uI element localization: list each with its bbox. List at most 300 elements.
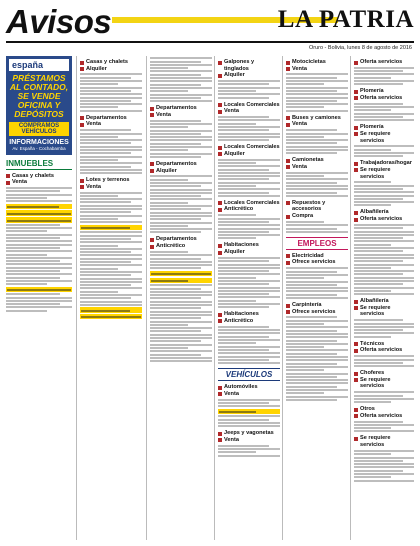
listing-text-line — [286, 392, 324, 394]
section-title: Otros — [360, 406, 375, 413]
listing-text-line — [6, 200, 72, 202]
listing-text-line — [80, 77, 131, 79]
listing-text-line — [150, 291, 212, 293]
listing-text-line — [218, 336, 269, 338]
listing-text-line — [218, 283, 269, 285]
listing-text-line — [286, 359, 348, 361]
listing-text-line — [218, 175, 280, 177]
listing-text-line — [286, 379, 348, 381]
listing-text-line — [354, 70, 403, 72]
listing-text-line — [286, 146, 348, 148]
listing-text-line — [150, 231, 201, 233]
listing-text-line — [218, 123, 256, 125]
listing-text-line — [7, 206, 59, 208]
listing-text-line — [80, 129, 131, 131]
listing-text-line — [81, 227, 130, 229]
column-5 — [282, 56, 348, 540]
listing-text-line — [6, 224, 60, 226]
listing-text-line — [80, 93, 142, 95]
section-subtitle: Compra — [286, 213, 348, 220]
listing-text-line — [6, 230, 47, 232]
listing-text-line — [80, 83, 118, 85]
listing-text-line — [218, 349, 269, 351]
listing-text-line — [150, 294, 212, 296]
section-header — [286, 59, 348, 66]
listing-text-line — [150, 267, 201, 269]
listing-text-line — [354, 145, 414, 147]
listing-text-line — [286, 369, 324, 371]
section-title: Plomería — [360, 124, 384, 131]
listing-text-line — [6, 234, 72, 236]
listing-text-line — [80, 251, 131, 253]
listing-text-line — [218, 280, 280, 282]
listing-text-line — [354, 273, 403, 275]
listing-text-line — [286, 399, 337, 401]
listing-text-line — [80, 106, 118, 108]
listing-text-line — [218, 133, 280, 135]
section-subtitle: Oferta servicios — [354, 347, 414, 354]
section-subtitle: Venta — [6, 179, 72, 186]
listing-text-line — [286, 396, 348, 398]
listing-text-line — [80, 221, 142, 223]
listing-text-line — [286, 333, 348, 335]
listing-text-line — [286, 267, 348, 269]
section-title: Departamentos — [156, 105, 197, 112]
listing-text-line — [354, 270, 414, 272]
section-header — [354, 160, 414, 167]
section-title: Departamentos — [156, 236, 197, 243]
listing-text-line — [218, 169, 269, 171]
section-title: Albañilería — [360, 209, 389, 216]
listing-text-line — [80, 142, 131, 144]
listing-text-line — [354, 257, 414, 259]
listing-text-line — [218, 352, 280, 354]
listing-text-line — [150, 222, 212, 224]
listing-text-line — [218, 87, 280, 89]
listing-text-line — [80, 241, 142, 243]
listing-text-line — [80, 304, 142, 306]
section-subtitle: Alquiler — [218, 151, 280, 158]
section-header — [218, 59, 280, 72]
section-subtitle: Se requiere servicios — [354, 305, 414, 318]
listing-text-line — [354, 181, 391, 183]
listing-text-line — [286, 192, 337, 194]
listing-text-line — [218, 165, 280, 167]
listing-text-line — [354, 201, 414, 203]
listing-text-line — [150, 297, 201, 299]
listing-text-line — [80, 87, 142, 89]
listing-text-line — [218, 451, 256, 453]
listing-text-line — [286, 77, 337, 79]
listing-text-line — [218, 231, 269, 233]
section-title: Departamentos — [156, 160, 197, 167]
section-title: Locales Comerciales — [224, 101, 280, 108]
listing-text-line — [286, 343, 348, 345]
listing-text-line — [354, 188, 403, 190]
ad-box: COMPRAMOS VEHÍCULOS — [9, 122, 69, 136]
listing-text-line — [80, 80, 142, 82]
category-banner: INMUEBLES — [6, 158, 72, 170]
highlighted-listing — [6, 204, 72, 209]
listing-text-line — [286, 185, 348, 187]
listing-text-line — [218, 237, 256, 239]
section-subtitle: Anticrético — [218, 206, 280, 213]
listing-text-line — [6, 263, 72, 265]
listing-text-line — [150, 334, 212, 336]
listing-text-line — [286, 366, 348, 368]
listing-text-line — [354, 395, 403, 397]
listing-text-line — [80, 278, 142, 280]
listing-text-line — [150, 156, 201, 158]
listing-text-line — [354, 152, 414, 154]
listing-text-line — [218, 136, 280, 138]
listing-text-line — [80, 231, 142, 233]
listing-text-line — [286, 87, 348, 89]
listing-text-line — [354, 264, 414, 266]
header-rule — [6, 41, 414, 43]
listing-text-line — [354, 430, 414, 432]
listing-text-line — [218, 178, 269, 180]
listing-text-line — [151, 273, 211, 275]
masthead — [0, 0, 420, 58]
listing-text-line — [354, 287, 414, 289]
listing-text-line — [6, 303, 60, 305]
listing-text-line — [150, 360, 212, 362]
listing-text-line — [218, 445, 269, 447]
listing-text-line — [354, 290, 391, 292]
highlighted-listing — [80, 314, 142, 319]
section-header — [150, 161, 212, 168]
listing-text-line — [150, 198, 212, 200]
listing-text-line — [6, 280, 72, 282]
section-header — [218, 311, 280, 318]
listing-text-line — [354, 103, 403, 105]
listing-text-line — [354, 365, 414, 367]
listing-text-line — [150, 205, 212, 207]
listing-text-line — [286, 389, 348, 391]
listing-text-line — [354, 453, 391, 455]
listing-text-line — [150, 130, 212, 132]
listing-text-line — [80, 198, 142, 200]
listing-text-line — [354, 240, 414, 242]
listing-text-line — [80, 136, 118, 138]
listing-text-line — [354, 466, 414, 468]
listing-text-line — [354, 280, 414, 282]
section-header — [218, 102, 280, 109]
listing-text-line — [286, 188, 348, 190]
listing-text-line — [219, 411, 256, 413]
listing-text-line — [218, 129, 269, 131]
section-title: Avisos — [6, 3, 112, 40]
listing-text-line — [286, 103, 348, 105]
listing-text-line — [6, 293, 60, 295]
listing-text-line — [354, 237, 403, 239]
listing-text-line — [80, 103, 142, 105]
listing-text-line — [80, 97, 142, 99]
listing-text-line — [80, 294, 142, 296]
listing-text-line — [150, 87, 212, 89]
listing-text-line — [150, 350, 212, 352]
listing-text-line — [6, 190, 60, 192]
listing-text-line — [150, 97, 201, 99]
listing-text-line — [218, 188, 280, 190]
listing-text-line — [150, 70, 212, 72]
listing-text-line — [80, 149, 142, 151]
listing-text-line — [354, 198, 403, 200]
listing-text-line — [218, 405, 280, 407]
section-subtitle: Venta — [218, 437, 280, 444]
section-header — [218, 144, 280, 151]
highlighted-listing — [6, 210, 72, 215]
section-header — [286, 253, 348, 260]
section-title: Casas y chalets — [86, 59, 128, 65]
listing-text-line — [354, 149, 391, 151]
listing-text-line — [286, 346, 324, 348]
listing-text-line — [218, 228, 280, 230]
listing-text-line — [150, 301, 212, 303]
listing-text-line — [80, 133, 142, 135]
listing-text-line — [286, 93, 348, 95]
listing-text-line — [354, 460, 403, 462]
listing-text-line — [150, 215, 212, 217]
listing-text-line — [218, 257, 280, 259]
listing-text-line — [286, 323, 324, 325]
listing-text-line — [150, 94, 212, 96]
listing-text-line — [286, 297, 348, 299]
listing-text-line — [150, 254, 212, 256]
listing-text-line — [218, 287, 280, 289]
listing-text-line — [218, 162, 256, 164]
listing-text-line — [286, 106, 324, 108]
listing-text-line — [286, 136, 324, 138]
section-subtitle: Se requiere servicios — [354, 435, 414, 448]
listing-text-line — [6, 187, 72, 189]
listing-text-line — [286, 90, 337, 92]
listing-text-line — [286, 382, 348, 384]
listing-text-line — [6, 310, 47, 312]
listing-text-line — [286, 277, 324, 279]
listing-text-line — [286, 178, 348, 180]
listing-text-line — [150, 284, 212, 286]
category-banner: VEHÍCULOS — [218, 368, 280, 381]
section-title: Habitaciones — [224, 311, 259, 318]
section-subtitle: Venta — [286, 164, 348, 171]
section-subtitle: Ofrece servicios — [286, 309, 348, 316]
section-header — [286, 302, 348, 309]
listing-text-line — [218, 234, 280, 236]
listing-text-line — [354, 359, 414, 361]
listing-text-line — [6, 297, 72, 299]
listing-text-line — [80, 238, 131, 240]
listing-text-line — [354, 195, 414, 197]
listing-text-line — [354, 204, 391, 206]
listing-text-line — [286, 133, 348, 135]
listing-text-line — [150, 64, 212, 66]
section-title: Automóviles — [224, 384, 258, 391]
category-banner: EMPLEOS — [286, 237, 348, 250]
listing-text-line — [80, 211, 131, 213]
listing-text-line — [80, 297, 131, 299]
listing-text-line — [218, 402, 269, 404]
listing-text-line — [286, 386, 337, 388]
listing-text-line — [354, 73, 414, 75]
listing-text-line — [6, 194, 72, 196]
listing-text-line — [80, 268, 118, 270]
section-header — [354, 370, 414, 377]
section-title: Departamentos — [86, 114, 127, 121]
section-title: Albañilería — [360, 298, 389, 305]
listing-text-line — [218, 356, 280, 358]
listing-text-line — [218, 270, 269, 272]
listing-text-line — [354, 155, 403, 157]
listing-text-line — [80, 254, 142, 256]
listing-text-line — [218, 290, 280, 292]
listing-text-line — [354, 293, 414, 295]
listing-text-line — [150, 288, 201, 290]
listing-text-line — [150, 123, 212, 125]
listing-text-line — [218, 296, 280, 298]
listing-text-line — [150, 74, 201, 76]
listing-text-line — [80, 192, 142, 194]
listing-text-line — [80, 235, 142, 237]
listing-text-line — [354, 476, 391, 478]
section-subtitle: Se requiere servicios — [354, 377, 414, 390]
section-title: Plomería — [360, 88, 384, 95]
listing-text-line — [7, 220, 71, 222]
listing-text-line — [286, 316, 337, 318]
listing-text-line — [150, 304, 212, 306]
highlighted-listing — [80, 225, 142, 230]
listing-text-line — [218, 116, 269, 118]
listing-text-line — [80, 73, 142, 75]
listing-text-line — [354, 231, 414, 233]
listing-text-line — [150, 261, 212, 263]
section-subtitle: Venta — [218, 391, 280, 398]
listing-text-line — [354, 116, 403, 118]
listing-text-line — [150, 133, 201, 135]
listing-text-line — [150, 67, 188, 69]
listing-text-line — [286, 294, 337, 296]
section-title: Jeeps y vagonetas — [224, 430, 274, 437]
listing-text-line — [286, 284, 337, 286]
listing-text-line — [286, 110, 348, 112]
section-title: Camionetas — [292, 157, 324, 164]
listing-text-line — [286, 175, 324, 177]
listing-text-line — [286, 231, 348, 233]
section-title: Habitaciones — [224, 242, 259, 249]
listing-text-line — [354, 319, 403, 321]
listing-text-line — [150, 347, 188, 349]
listing-text-line — [354, 480, 414, 482]
listing-text-line — [150, 354, 201, 356]
listing-text-line — [80, 166, 131, 168]
listing-text-line — [218, 326, 269, 328]
listing-text-line — [286, 326, 348, 328]
listing-text-line — [354, 457, 414, 459]
listing-text-line — [354, 283, 403, 285]
section-title: Trabajadoras/hogar — [360, 160, 412, 167]
section-title: Buses y camiones — [292, 114, 341, 121]
listing-text-line — [218, 264, 280, 266]
listing-text-line — [150, 317, 201, 319]
listing-text-line — [218, 419, 269, 421]
section-title: Locales Comerciales — [224, 144, 280, 151]
ad-small-text: Av. España - Cochabamba — [12, 146, 66, 151]
listing-text-line — [286, 100, 337, 102]
section-header — [354, 209, 414, 216]
listing-text-line — [218, 126, 280, 128]
listing-text-line — [80, 258, 142, 260]
section-header — [286, 157, 348, 164]
listing-text-line — [6, 267, 72, 269]
listing-text-line — [150, 84, 201, 86]
highlighted-listing — [218, 409, 280, 414]
listing-text-line — [354, 421, 403, 423]
section-subtitle: Anticrético — [150, 243, 212, 250]
section-header — [354, 298, 414, 305]
section-subtitle: Venta — [286, 121, 348, 128]
listing-text-line — [354, 234, 414, 236]
section-title: Carpintería — [292, 302, 322, 308]
section-subtitle: Venta — [150, 112, 212, 119]
listing-text-line — [218, 455, 280, 457]
listing-text-line — [218, 342, 256, 344]
section-title: Galpones y tinglados — [224, 59, 255, 72]
listing-text-line — [150, 337, 212, 339]
listing-text-line — [80, 100, 131, 102]
listing-text-line — [218, 362, 280, 364]
listing-text-line — [354, 336, 391, 338]
section-header — [150, 105, 212, 112]
listing-text-line — [150, 153, 212, 155]
listing-text-line — [286, 80, 348, 82]
listing-text-line — [286, 83, 324, 85]
section-subtitle: Alquiler — [150, 168, 212, 175]
listing-text-line — [6, 260, 60, 262]
listing-text-line — [80, 245, 118, 247]
listing-text-line — [354, 191, 414, 193]
listing-text-line — [6, 197, 47, 199]
listing-text-line — [80, 110, 142, 112]
listing-text-line — [286, 224, 348, 226]
listing-text-line — [80, 172, 142, 174]
listing-text-line — [286, 320, 348, 322]
listing-text-line — [286, 182, 337, 184]
listing-text-line — [286, 287, 348, 289]
listing-text-line — [150, 195, 201, 197]
listing-text-line — [354, 227, 403, 229]
listing-text-line — [218, 300, 256, 302]
section-title: Oferta servicios — [360, 59, 403, 65]
section-title: Electricidad — [292, 252, 324, 259]
listing-text-line — [286, 221, 324, 223]
section-subtitle: Anticrético — [218, 318, 280, 325]
section-title: Repuestos y accesorios — [292, 199, 326, 213]
listing-text-line — [80, 291, 118, 293]
section-title: Locales Comerciales — [224, 199, 280, 206]
listing-text-line — [218, 218, 280, 220]
section-header — [286, 115, 348, 122]
listing-text-line — [218, 214, 256, 216]
listing-text-line — [218, 332, 280, 334]
listing-text-line — [354, 260, 403, 262]
listing-text-line — [218, 119, 280, 121]
listing-text-line — [354, 277, 414, 279]
listing-text-line — [354, 329, 403, 331]
listing-text-line — [151, 280, 188, 282]
listing-text-line — [6, 250, 72, 252]
section-header — [218, 200, 280, 207]
